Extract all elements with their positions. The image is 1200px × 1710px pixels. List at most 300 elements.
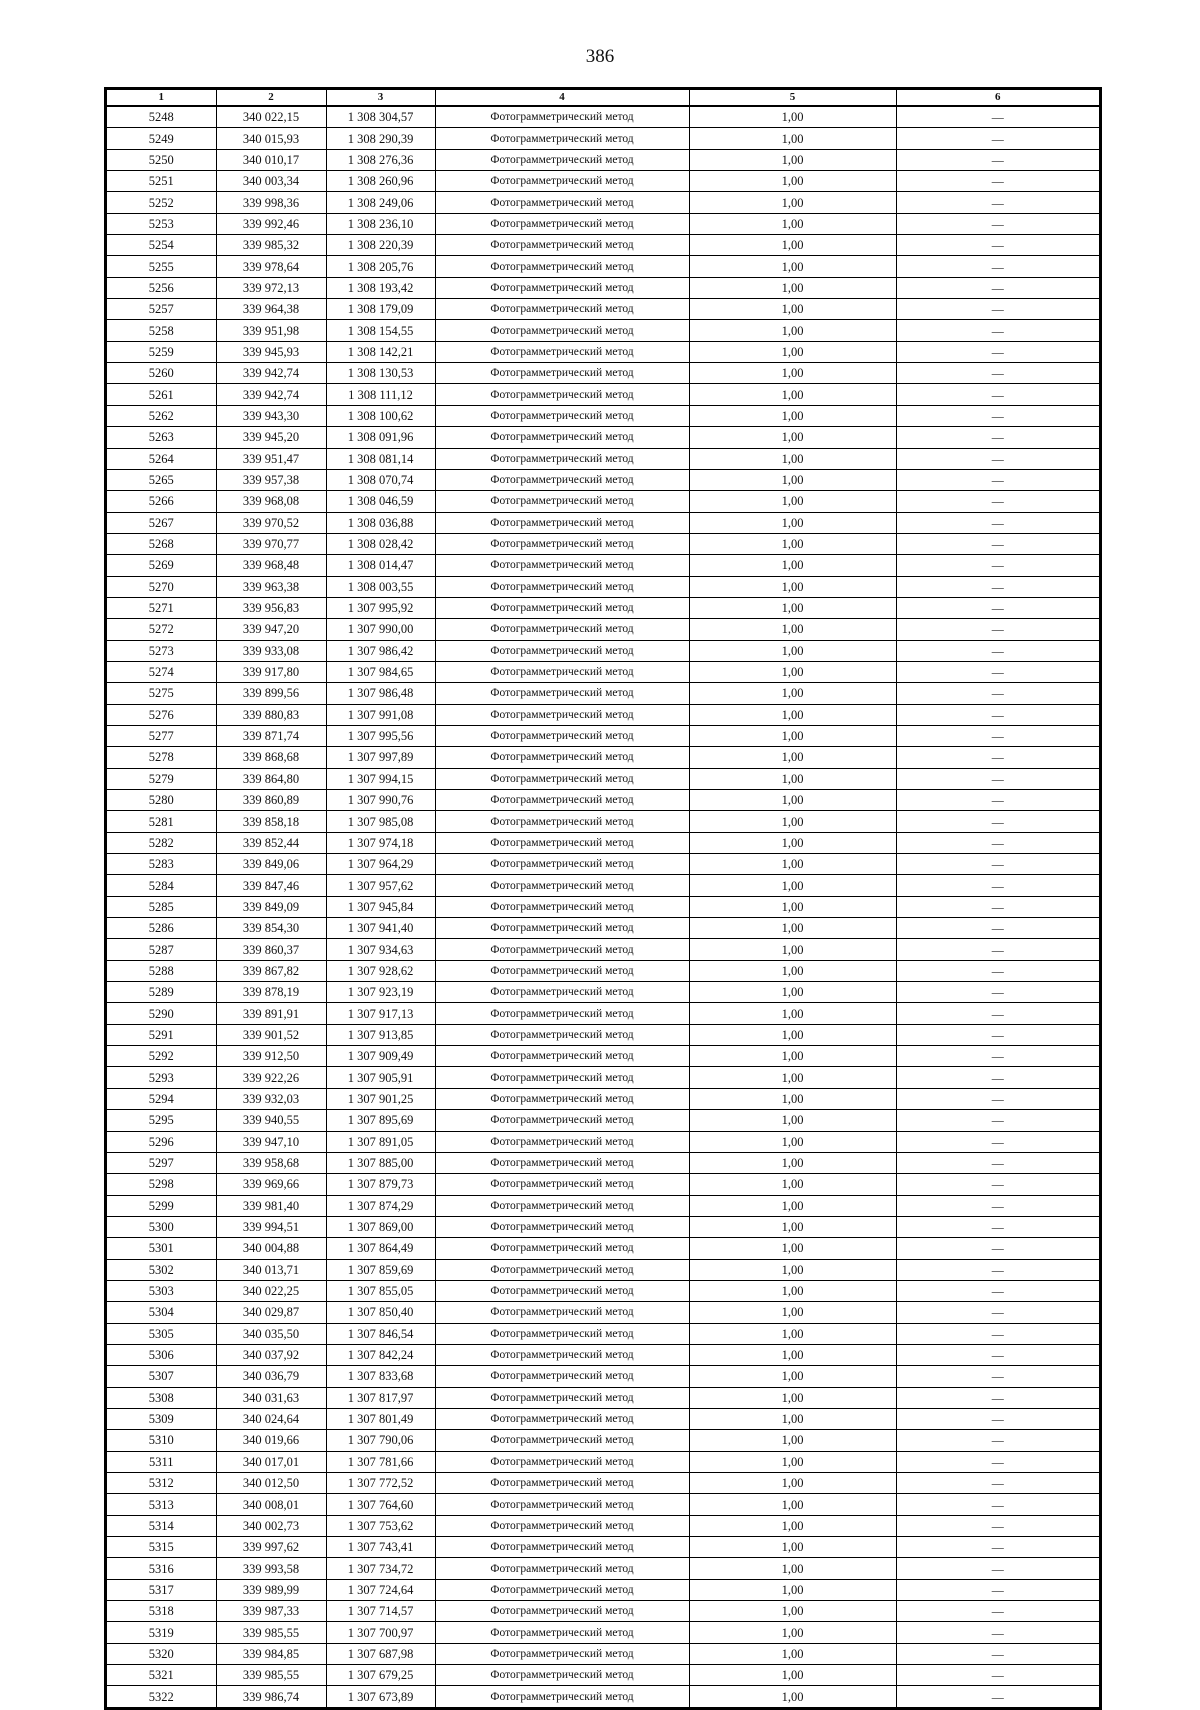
y-coordinate-cell: 1 307 923,19 bbox=[326, 982, 435, 1003]
x-coordinate-cell: 339 993,58 bbox=[216, 1558, 326, 1579]
accuracy-cell: 1,00 bbox=[689, 1537, 896, 1558]
x-coordinate-cell: 339 968,48 bbox=[216, 555, 326, 576]
method-cell: Фотограмметрический метод bbox=[435, 1259, 689, 1280]
x-coordinate-cell: 340 004,88 bbox=[216, 1238, 326, 1259]
x-coordinate-cell: 339 878,19 bbox=[216, 982, 326, 1003]
point-number-cell: 5291 bbox=[107, 1024, 216, 1045]
method-cell: Фотограмметрический метод bbox=[435, 427, 689, 448]
table-row bbox=[107, 106, 1099, 128]
note-cell: — bbox=[896, 896, 1099, 917]
x-coordinate-cell: 339 880,83 bbox=[216, 704, 326, 725]
y-coordinate-cell: 1 307 909,49 bbox=[326, 1046, 435, 1067]
note-cell: — bbox=[896, 213, 1099, 234]
method-cell: Фотограмметрический метод bbox=[435, 896, 689, 917]
method-cell: Фотограмметрический метод bbox=[435, 448, 689, 469]
x-coordinate-cell: 339 981,40 bbox=[216, 1195, 326, 1216]
accuracy-cell: 1,00 bbox=[689, 576, 896, 597]
table-row bbox=[107, 299, 1099, 320]
x-coordinate-cell: 339 994,51 bbox=[216, 1216, 326, 1237]
accuracy-cell: 1,00 bbox=[689, 512, 896, 533]
method-cell: Фотограмметрический метод bbox=[435, 832, 689, 853]
x-coordinate-cell: 339 951,47 bbox=[216, 448, 326, 469]
table-header-row bbox=[107, 90, 1099, 106]
table-row bbox=[107, 1665, 1099, 1686]
note-cell: — bbox=[896, 854, 1099, 875]
note-cell: — bbox=[896, 1686, 1099, 1707]
accuracy-cell: 1,00 bbox=[689, 1494, 896, 1515]
point-number-cell: 5259 bbox=[107, 341, 216, 362]
table-row bbox=[107, 1046, 1099, 1067]
x-coordinate-cell: 339 970,77 bbox=[216, 533, 326, 554]
y-coordinate-cell: 1 307 781,66 bbox=[326, 1451, 435, 1472]
note-cell: — bbox=[896, 1280, 1099, 1301]
method-cell: Фотограмметрический метод bbox=[435, 1238, 689, 1259]
accuracy-cell: 1,00 bbox=[689, 320, 896, 341]
x-coordinate-cell: 340 013,71 bbox=[216, 1259, 326, 1280]
accuracy-cell: 1,00 bbox=[689, 1003, 896, 1024]
accuracy-cell: 1,00 bbox=[689, 448, 896, 469]
table-row bbox=[107, 725, 1099, 746]
x-coordinate-cell: 339 947,10 bbox=[216, 1131, 326, 1152]
x-coordinate-cell: 339 858,18 bbox=[216, 811, 326, 832]
x-coordinate-cell: 339 998,36 bbox=[216, 192, 326, 213]
note-cell: — bbox=[896, 747, 1099, 768]
x-coordinate-cell: 339 945,20 bbox=[216, 427, 326, 448]
x-coordinate-cell: 339 997,62 bbox=[216, 1537, 326, 1558]
table-row bbox=[107, 1537, 1099, 1558]
method-cell: Фотограмметрический метод bbox=[435, 1131, 689, 1152]
table-row bbox=[107, 1473, 1099, 1494]
accuracy-cell: 1,00 bbox=[689, 363, 896, 384]
note-cell: — bbox=[896, 597, 1099, 618]
x-coordinate-cell: 339 942,74 bbox=[216, 384, 326, 405]
y-coordinate-cell: 1 307 864,49 bbox=[326, 1238, 435, 1259]
x-coordinate-cell: 340 029,87 bbox=[216, 1302, 326, 1323]
method-cell: Фотограмметрический метод bbox=[435, 213, 689, 234]
y-coordinate-cell: 1 307 846,54 bbox=[326, 1323, 435, 1344]
y-coordinate-cell: 1 307 990,76 bbox=[326, 790, 435, 811]
accuracy-cell: 1,00 bbox=[689, 555, 896, 576]
table-row bbox=[107, 1259, 1099, 1280]
method-cell: Фотограмметрический метод bbox=[435, 640, 689, 661]
point-number-cell: 5320 bbox=[107, 1643, 216, 1664]
column-header: 1 bbox=[107, 90, 216, 106]
y-coordinate-cell: 1 308 179,09 bbox=[326, 299, 435, 320]
point-number-cell: 5283 bbox=[107, 854, 216, 875]
note-cell: — bbox=[896, 1558, 1099, 1579]
accuracy-cell: 1,00 bbox=[689, 939, 896, 960]
accuracy-cell: 1,00 bbox=[689, 661, 896, 682]
table-row bbox=[107, 1344, 1099, 1365]
accuracy-cell: 1,00 bbox=[689, 768, 896, 789]
y-coordinate-cell: 1 307 833,68 bbox=[326, 1366, 435, 1387]
method-cell: Фотограмметрический метод bbox=[435, 128, 689, 149]
note-cell: — bbox=[896, 1665, 1099, 1686]
x-coordinate-cell: 339 968,08 bbox=[216, 491, 326, 512]
accuracy-cell: 1,00 bbox=[689, 725, 896, 746]
note-cell: — bbox=[896, 1302, 1099, 1323]
method-cell: Фотограмметрический метод bbox=[435, 1387, 689, 1408]
y-coordinate-cell: 1 307 986,42 bbox=[326, 640, 435, 661]
accuracy-cell: 1,00 bbox=[689, 1024, 896, 1045]
table-row bbox=[107, 1174, 1099, 1195]
y-coordinate-cell: 1 307 945,84 bbox=[326, 896, 435, 917]
column-header: 2 bbox=[216, 90, 326, 106]
x-coordinate-cell: 339 978,64 bbox=[216, 256, 326, 277]
point-number-cell: 5288 bbox=[107, 960, 216, 981]
accuracy-cell: 1,00 bbox=[689, 597, 896, 618]
table-row bbox=[107, 1366, 1099, 1387]
x-coordinate-cell: 339 992,46 bbox=[216, 213, 326, 234]
note-cell: — bbox=[896, 1131, 1099, 1152]
accuracy-cell: 1,00 bbox=[689, 171, 896, 192]
x-coordinate-cell: 339 970,52 bbox=[216, 512, 326, 533]
y-coordinate-cell: 1 307 986,48 bbox=[326, 683, 435, 704]
note-cell: — bbox=[896, 1216, 1099, 1237]
method-cell: Фотограмметрический метод bbox=[435, 341, 689, 362]
x-coordinate-cell: 339 985,55 bbox=[216, 1665, 326, 1686]
method-cell: Фотограмметрический метод bbox=[435, 299, 689, 320]
point-number-cell: 5296 bbox=[107, 1131, 216, 1152]
accuracy-cell: 1,00 bbox=[689, 1046, 896, 1067]
column-header: 3 bbox=[326, 90, 435, 106]
note-cell: — bbox=[896, 171, 1099, 192]
x-coordinate-cell: 339 847,46 bbox=[216, 875, 326, 896]
point-number-cell: 5310 bbox=[107, 1430, 216, 1451]
point-number-cell: 5297 bbox=[107, 1152, 216, 1173]
x-coordinate-cell: 339 947,20 bbox=[216, 619, 326, 640]
point-number-cell: 5300 bbox=[107, 1216, 216, 1237]
note-cell: — bbox=[896, 341, 1099, 362]
accuracy-cell: 1,00 bbox=[689, 1238, 896, 1259]
accuracy-cell: 1,00 bbox=[689, 1216, 896, 1237]
y-coordinate-cell: 1 307 817,97 bbox=[326, 1387, 435, 1408]
note-cell: — bbox=[896, 576, 1099, 597]
x-coordinate-cell: 339 871,74 bbox=[216, 725, 326, 746]
y-coordinate-cell: 1 307 928,62 bbox=[326, 960, 435, 981]
table-row bbox=[107, 427, 1099, 448]
accuracy-cell: 1,00 bbox=[689, 1152, 896, 1173]
y-coordinate-cell: 1 307 801,49 bbox=[326, 1408, 435, 1429]
point-number-cell: 5301 bbox=[107, 1238, 216, 1259]
table-row bbox=[107, 832, 1099, 853]
y-coordinate-cell: 1 308 220,39 bbox=[326, 235, 435, 256]
table-row bbox=[107, 363, 1099, 384]
y-coordinate-cell: 1 307 734,72 bbox=[326, 1558, 435, 1579]
note-cell: — bbox=[896, 1408, 1099, 1429]
point-number-cell: 5258 bbox=[107, 320, 216, 341]
table-row bbox=[107, 1494, 1099, 1515]
method-cell: Фотограмметрический метод bbox=[435, 533, 689, 554]
method-cell: Фотограмметрический метод bbox=[435, 1088, 689, 1109]
table-row bbox=[107, 790, 1099, 811]
y-coordinate-cell: 1 307 790,06 bbox=[326, 1430, 435, 1451]
accuracy-cell: 1,00 bbox=[689, 1686, 896, 1707]
method-cell: Фотограмметрический метод bbox=[435, 747, 689, 768]
coordinates-table bbox=[104, 87, 1102, 1710]
method-cell: Фотограмметрический метод bbox=[435, 1622, 689, 1643]
method-cell: Фотограмметрический метод bbox=[435, 1110, 689, 1131]
point-number-cell: 5309 bbox=[107, 1408, 216, 1429]
x-coordinate-cell: 339 849,09 bbox=[216, 896, 326, 917]
x-coordinate-cell: 339 891,91 bbox=[216, 1003, 326, 1024]
method-cell: Фотограмметрический метод bbox=[435, 1537, 689, 1558]
table-row bbox=[107, 235, 1099, 256]
method-cell: Фотограмметрический метод bbox=[435, 1515, 689, 1536]
point-number-cell: 5262 bbox=[107, 405, 216, 426]
method-cell: Фотограмметрический метод bbox=[435, 277, 689, 298]
y-coordinate-cell: 1 307 764,60 bbox=[326, 1494, 435, 1515]
table-row bbox=[107, 854, 1099, 875]
y-coordinate-cell: 1 307 974,18 bbox=[326, 832, 435, 853]
note-cell: — bbox=[896, 1067, 1099, 1088]
y-coordinate-cell: 1 308 154,55 bbox=[326, 320, 435, 341]
accuracy-cell: 1,00 bbox=[689, 704, 896, 725]
method-cell: Фотограмметрический метод bbox=[435, 1494, 689, 1515]
accuracy-cell: 1,00 bbox=[689, 277, 896, 298]
y-coordinate-cell: 1 307 679,25 bbox=[326, 1665, 435, 1686]
method-cell: Фотограмметрический метод bbox=[435, 1302, 689, 1323]
x-coordinate-cell: 339 969,66 bbox=[216, 1174, 326, 1195]
note-cell: — bbox=[896, 235, 1099, 256]
note-cell: — bbox=[896, 619, 1099, 640]
method-cell: Фотограмметрический метод bbox=[435, 1473, 689, 1494]
note-cell: — bbox=[896, 1174, 1099, 1195]
accuracy-cell: 1,00 bbox=[689, 149, 896, 170]
accuracy-cell: 1,00 bbox=[689, 875, 896, 896]
x-coordinate-cell: 339 860,89 bbox=[216, 790, 326, 811]
note-cell: — bbox=[896, 1387, 1099, 1408]
y-coordinate-cell: 1 307 990,00 bbox=[326, 619, 435, 640]
table-row bbox=[107, 1110, 1099, 1131]
method-cell: Фотограмметрический метод bbox=[435, 1665, 689, 1686]
y-coordinate-cell: 1 307 743,41 bbox=[326, 1537, 435, 1558]
note-cell: — bbox=[896, 1088, 1099, 1109]
point-number-cell: 5285 bbox=[107, 896, 216, 917]
table-row bbox=[107, 1515, 1099, 1536]
y-coordinate-cell: 1 307 885,00 bbox=[326, 1152, 435, 1173]
accuracy-cell: 1,00 bbox=[689, 533, 896, 554]
method-cell: Фотограмметрический метод bbox=[435, 171, 689, 192]
note-cell: — bbox=[896, 320, 1099, 341]
method-cell: Фотограмметрический метод bbox=[435, 725, 689, 746]
note-cell: — bbox=[896, 1152, 1099, 1173]
y-coordinate-cell: 1 308 130,53 bbox=[326, 363, 435, 384]
method-cell: Фотограмметрический метод bbox=[435, 576, 689, 597]
method-cell: Фотограмметрический метод bbox=[435, 1366, 689, 1387]
accuracy-cell: 1,00 bbox=[689, 790, 896, 811]
x-coordinate-cell: 340 022,25 bbox=[216, 1280, 326, 1301]
accuracy-cell: 1,00 bbox=[689, 960, 896, 981]
accuracy-cell: 1,00 bbox=[689, 1110, 896, 1131]
table-row bbox=[107, 171, 1099, 192]
y-coordinate-cell: 1 307 869,00 bbox=[326, 1216, 435, 1237]
accuracy-cell: 1,00 bbox=[689, 982, 896, 1003]
accuracy-cell: 1,00 bbox=[689, 896, 896, 917]
point-number-cell: 5312 bbox=[107, 1473, 216, 1494]
method-cell: Фотограмметрический метод bbox=[435, 512, 689, 533]
table-row bbox=[107, 811, 1099, 832]
note-cell: — bbox=[896, 704, 1099, 725]
column-header: 5 bbox=[689, 90, 896, 106]
y-coordinate-cell: 1 308 193,42 bbox=[326, 277, 435, 298]
point-number-cell: 5289 bbox=[107, 982, 216, 1003]
method-cell: Фотограмметрический метод bbox=[435, 960, 689, 981]
accuracy-cell: 1,00 bbox=[689, 1323, 896, 1344]
point-number-cell: 5295 bbox=[107, 1110, 216, 1131]
x-coordinate-cell: 339 867,82 bbox=[216, 960, 326, 981]
table-row bbox=[107, 1686, 1099, 1707]
x-coordinate-cell: 340 024,64 bbox=[216, 1408, 326, 1429]
accuracy-cell: 1,00 bbox=[689, 1259, 896, 1280]
table-row bbox=[107, 1280, 1099, 1301]
table-row bbox=[107, 918, 1099, 939]
y-coordinate-cell: 1 307 957,62 bbox=[326, 875, 435, 896]
table-row bbox=[107, 1131, 1099, 1152]
note-cell: — bbox=[896, 811, 1099, 832]
method-cell: Фотограмметрический метод bbox=[435, 1067, 689, 1088]
accuracy-cell: 1,00 bbox=[689, 1430, 896, 1451]
x-coordinate-cell: 340 002,73 bbox=[216, 1515, 326, 1536]
point-number-cell: 5281 bbox=[107, 811, 216, 832]
method-cell: Фотограмметрический метод bbox=[435, 1686, 689, 1707]
y-coordinate-cell: 1 308 100,62 bbox=[326, 405, 435, 426]
y-coordinate-cell: 1 308 028,42 bbox=[326, 533, 435, 554]
note-cell: — bbox=[896, 1622, 1099, 1643]
y-coordinate-cell: 1 307 917,13 bbox=[326, 1003, 435, 1024]
method-cell: Фотограмметрический метод bbox=[435, 1323, 689, 1344]
x-coordinate-cell: 339 899,56 bbox=[216, 683, 326, 704]
note-cell: — bbox=[896, 363, 1099, 384]
note-cell: — bbox=[896, 1537, 1099, 1558]
method-cell: Фотограмметрический метод bbox=[435, 1430, 689, 1451]
accuracy-cell: 1,00 bbox=[689, 469, 896, 490]
note-cell: — bbox=[896, 640, 1099, 661]
method-cell: Фотограмметрический метод bbox=[435, 384, 689, 405]
y-coordinate-cell: 1 307 964,29 bbox=[326, 854, 435, 875]
note-cell: — bbox=[896, 1643, 1099, 1664]
note-cell: — bbox=[896, 768, 1099, 789]
x-coordinate-cell: 339 986,74 bbox=[216, 1686, 326, 1707]
point-number-cell: 5252 bbox=[107, 192, 216, 213]
method-cell: Фотограмметрический метод bbox=[435, 1280, 689, 1301]
table-row bbox=[107, 149, 1099, 170]
x-coordinate-cell: 339 951,98 bbox=[216, 320, 326, 341]
method-cell: Фотограмметрический метод bbox=[435, 875, 689, 896]
point-number-cell: 5265 bbox=[107, 469, 216, 490]
table-row bbox=[107, 1216, 1099, 1237]
method-cell: Фотограмметрический метод bbox=[435, 790, 689, 811]
accuracy-cell: 1,00 bbox=[689, 1344, 896, 1365]
table-row bbox=[107, 256, 1099, 277]
accuracy-cell: 1,00 bbox=[689, 1579, 896, 1600]
method-cell: Фотограмметрический метод bbox=[435, 363, 689, 384]
table-row bbox=[107, 555, 1099, 576]
point-number-cell: 5272 bbox=[107, 619, 216, 640]
accuracy-cell: 1,00 bbox=[689, 1473, 896, 1494]
method-cell: Фотограмметрический метод bbox=[435, 1152, 689, 1173]
x-coordinate-cell: 340 003,34 bbox=[216, 171, 326, 192]
accuracy-cell: 1,00 bbox=[689, 1643, 896, 1664]
y-coordinate-cell: 1 307 905,91 bbox=[326, 1067, 435, 1088]
table-row bbox=[107, 960, 1099, 981]
point-number-cell: 5251 bbox=[107, 171, 216, 192]
table-row bbox=[107, 1579, 1099, 1600]
accuracy-cell: 1,00 bbox=[689, 811, 896, 832]
accuracy-cell: 1,00 bbox=[689, 1558, 896, 1579]
method-cell: Фотограмметрический метод bbox=[435, 555, 689, 576]
method-cell: Фотограмметрический метод bbox=[435, 1024, 689, 1045]
note-cell: — bbox=[896, 661, 1099, 682]
x-coordinate-cell: 339 963,38 bbox=[216, 576, 326, 597]
point-number-cell: 5286 bbox=[107, 918, 216, 939]
point-number-cell: 5306 bbox=[107, 1344, 216, 1365]
point-number-cell: 5282 bbox=[107, 832, 216, 853]
table-row bbox=[107, 747, 1099, 768]
note-cell: — bbox=[896, 1238, 1099, 1259]
table-row bbox=[107, 320, 1099, 341]
x-coordinate-cell: 339 933,08 bbox=[216, 640, 326, 661]
y-coordinate-cell: 1 307 941,40 bbox=[326, 918, 435, 939]
table-row bbox=[107, 1558, 1099, 1579]
point-number-cell: 5322 bbox=[107, 1686, 216, 1707]
method-cell: Фотограмметрический метод bbox=[435, 149, 689, 170]
accuracy-cell: 1,00 bbox=[689, 106, 896, 128]
accuracy-cell: 1,00 bbox=[689, 405, 896, 426]
point-number-cell: 5268 bbox=[107, 533, 216, 554]
point-number-cell: 5321 bbox=[107, 1665, 216, 1686]
point-number-cell: 5319 bbox=[107, 1622, 216, 1643]
point-number-cell: 5270 bbox=[107, 576, 216, 597]
table-row bbox=[107, 768, 1099, 789]
y-coordinate-cell: 1 307 901,25 bbox=[326, 1088, 435, 1109]
table-row bbox=[107, 661, 1099, 682]
note-cell: — bbox=[896, 533, 1099, 554]
point-number-cell: 5305 bbox=[107, 1323, 216, 1344]
table-row bbox=[107, 1302, 1099, 1323]
x-coordinate-cell: 339 932,03 bbox=[216, 1088, 326, 1109]
accuracy-cell: 1,00 bbox=[689, 854, 896, 875]
y-coordinate-cell: 1 307 995,56 bbox=[326, 725, 435, 746]
method-cell: Фотограмметрический метод bbox=[435, 854, 689, 875]
point-number-cell: 5313 bbox=[107, 1494, 216, 1515]
x-coordinate-cell: 339 985,55 bbox=[216, 1622, 326, 1643]
y-coordinate-cell: 1 308 003,55 bbox=[326, 576, 435, 597]
note-cell: — bbox=[896, 1430, 1099, 1451]
x-coordinate-cell: 339 912,50 bbox=[216, 1046, 326, 1067]
y-coordinate-cell: 1 307 895,69 bbox=[326, 1110, 435, 1131]
method-cell: Фотограмметрический метод bbox=[435, 405, 689, 426]
table-row bbox=[107, 1003, 1099, 1024]
point-number-cell: 5293 bbox=[107, 1067, 216, 1088]
table-row bbox=[107, 875, 1099, 896]
accuracy-cell: 1,00 bbox=[689, 128, 896, 149]
y-coordinate-cell: 1 307 879,73 bbox=[326, 1174, 435, 1195]
note-cell: — bbox=[896, 491, 1099, 512]
accuracy-cell: 1,00 bbox=[689, 1088, 896, 1109]
table-row bbox=[107, 1430, 1099, 1451]
table-row bbox=[107, 1024, 1099, 1045]
table-row bbox=[107, 640, 1099, 661]
point-number-cell: 5254 bbox=[107, 235, 216, 256]
table-row bbox=[107, 597, 1099, 618]
x-coordinate-cell: 339 985,32 bbox=[216, 235, 326, 256]
point-number-cell: 5267 bbox=[107, 512, 216, 533]
table-row bbox=[107, 1067, 1099, 1088]
accuracy-cell: 1,00 bbox=[689, 192, 896, 213]
table-row bbox=[107, 1238, 1099, 1259]
x-coordinate-cell: 339 957,38 bbox=[216, 469, 326, 490]
